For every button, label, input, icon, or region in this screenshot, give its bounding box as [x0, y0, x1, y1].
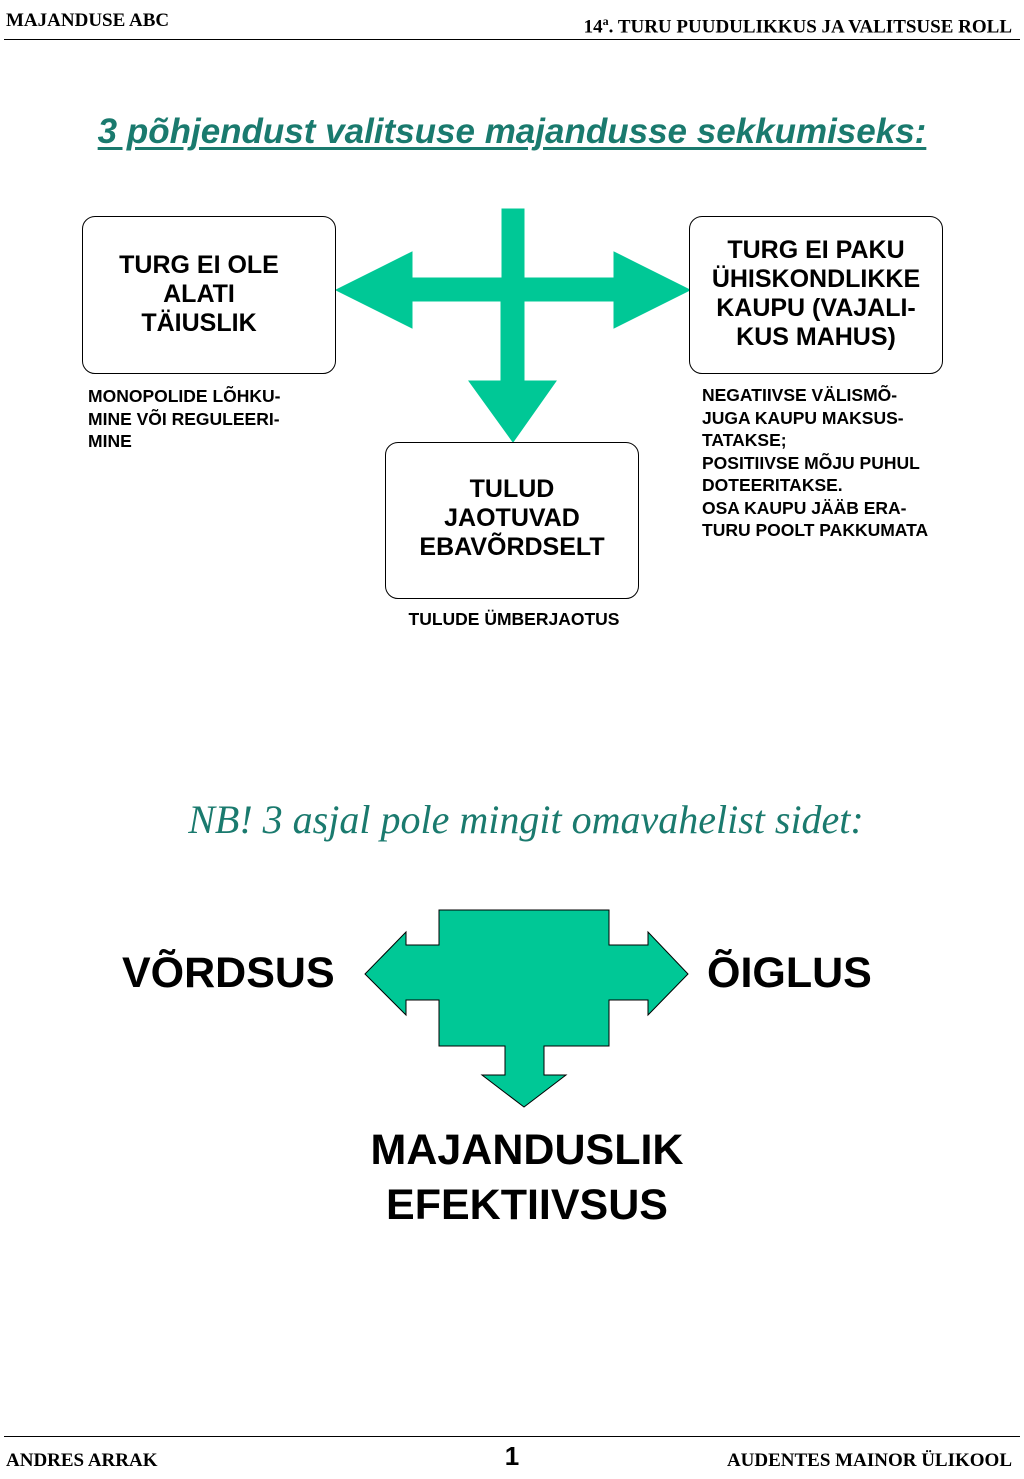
box-income-unequal: [385, 442, 639, 599]
label-equality: VÕRDSUS: [122, 949, 335, 997]
note-right-line: NEGATIIVSE VÄLISMÕ-: [702, 385, 898, 405]
header-chapter-number: 14: [583, 16, 603, 38]
note-right-line: OSA KAUPU JÄÄB ERA-: [702, 497, 907, 518]
section2-title: NB! 3 asjal pole mingit omavahelist sidet:: [188, 797, 864, 842]
note-right-line: JUGA KAUPU MAKSUS-: [702, 407, 904, 428]
box-right-line: KUS MAHUS): [736, 323, 896, 351]
box-right-line: KAUPU (VAJALI-: [716, 294, 916, 322]
box-center-line: TULUD: [469, 475, 555, 503]
section1-title: 3 põhjendust valitsuse majandusse sekkumiseks:: [97, 112, 927, 151]
note-monopolies: [88, 385, 338, 453]
label-economic-efficiency: [300, 1123, 754, 1233]
box-right-line: ÜHISKONDLIKKE: [711, 265, 921, 293]
box-left-line: ALATI: [163, 280, 235, 308]
note-externalities: [702, 384, 1002, 542]
box-center-line: EBAVÕRDSELT: [419, 533, 605, 561]
footer-author: ANDRES ARRAK: [6, 1450, 158, 1471]
header-chapter-superscript: a: [602, 14, 609, 28]
three-arrow-block-shape: [365, 910, 688, 1107]
header-chapter-title: . TURU PUUDULIKKUS JA VALITSUSE ROLL: [608, 16, 1012, 38]
footer-rule: [4, 1436, 1020, 1437]
box-public-goods: [689, 216, 943, 374]
note-left-line: MONOPOLIDE LÕHKU-: [88, 386, 281, 406]
label-fairness: ÕIGLUS: [707, 949, 872, 997]
label-economic-efficiency-line: MAJANDUSLIK: [370, 1126, 684, 1174]
note-right-line: DOTEERITAKSE.: [702, 475, 843, 495]
note-right-line: TURU POOLT PAKKUMATA: [702, 520, 929, 540]
note-left-line: MINE VÕI REGULEERI-: [88, 408, 280, 429]
note-redistribution: TULUDE ÜMBERJAOTUS: [408, 609, 620, 629]
header-left-title: MAJANDUSE ABC: [6, 10, 170, 31]
note-left-line: MINE: [88, 431, 132, 451]
box-market-not-perfect: [82, 216, 336, 374]
box-center-line: JAOTUVAD: [444, 504, 580, 532]
note-right-line: TATAKSE;: [702, 430, 787, 450]
footer-page-number: 1: [504, 1441, 520, 1471]
box-left-line: TURG EI OLE: [119, 251, 279, 279]
box-right-line: TURG EI PAKU: [727, 236, 905, 264]
footer-institution: AUDENTES MAINOR ÜLIKOOL: [726, 1450, 1012, 1471]
label-economic-efficiency-line: EFEKTIIVSUS: [386, 1181, 668, 1229]
box-left-line: TÄIUSLIK: [141, 309, 257, 337]
note-right-line: POSITIIVSE MÕJU PUHUL: [702, 452, 920, 473]
